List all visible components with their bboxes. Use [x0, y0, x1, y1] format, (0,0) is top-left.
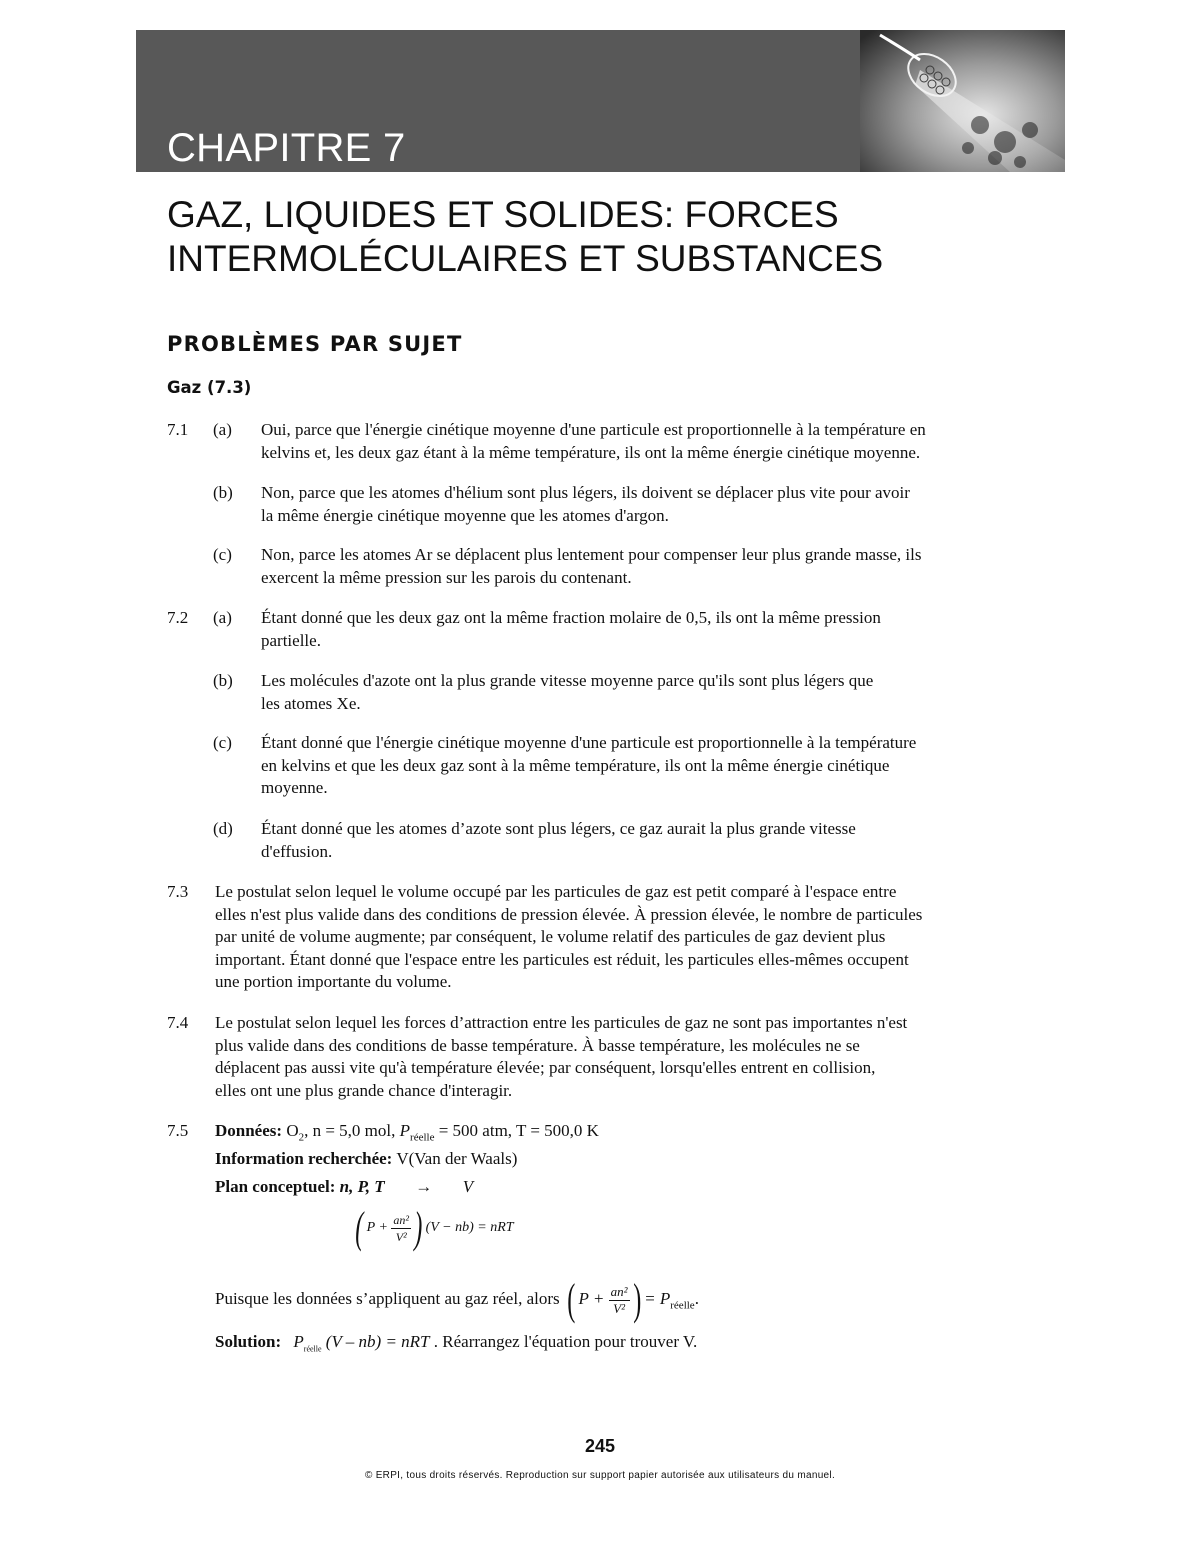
problem-number: 7.5 — [167, 1121, 189, 1140]
answer-text — [215, 881, 1045, 994]
text-line: les atomes Xe. — [261, 693, 361, 713]
nanotube-image — [860, 30, 1065, 172]
fraction-numerator: an² — [610, 1283, 628, 1299]
answer-text — [261, 732, 1046, 800]
info-line — [215, 1148, 1045, 1171]
text-line: Les molécules d'azote ont la plus grande vitesse moyenne parce qu'ils sont plus légers que — [261, 671, 874, 690]
period: . — [694, 1288, 699, 1308]
text-line: Non, parce les atomes Ar se déplacent plus lentement pour compenser leur plus grande masse, ils — [261, 545, 922, 564]
eq-p: P + — [578, 1288, 605, 1308]
text-line: d'effusion. — [261, 841, 333, 861]
part-label: (c) — [213, 545, 232, 564]
text-line: Étant donné que les deux gaz ont la même fraction molaire de 0,5, ils ont la même pression — [261, 608, 881, 627]
text-line: Oui, parce que l'énergie cinétique moyenne d'une particule est proportionnelle à la température en — [261, 420, 926, 439]
copyright-notice: © ERPI, tous droits réservés. Reproduction sur support papier autorisée aux utilisateurs du manuel. — [364, 1470, 836, 1481]
text-line: Étant donné que les atomes d’azote sont plus légers, ce gaz aurait la plus grande vitesse — [261, 819, 856, 838]
info-label: Information recherchée: — [215, 1149, 393, 1168]
text-line: moyenne. — [261, 778, 328, 797]
part-label: (d) — [213, 819, 233, 838]
p-symbol: P — [399, 1121, 411, 1140]
text-line: déplacent pas aussi vite qu'à température élevée; par conséquent, lorsqu'elles entrent en collision, — [215, 1058, 876, 1077]
text-line: la même énergie cinétique moyenne que les atomes d'argon. — [261, 505, 669, 525]
n-value: , n = 5,0 mol, — [304, 1121, 400, 1140]
puisque-text: Puisque les données s’appliquent au gaz réel, alors — [215, 1288, 560, 1308]
text-line: Le postulat selon lequel le volume occupé par les particules de gaz est petit comparé à l'espace entre — [215, 882, 897, 901]
eq-fraction — [609, 1284, 630, 1317]
text-line: exercent la même pression sur les parois du contenant. — [261, 567, 632, 587]
answer-text — [261, 607, 1046, 652]
answer-text — [261, 482, 1046, 527]
text-line: en kelvins et que les deux gaz sont à la même température, ils ont la même énergie cinétique — [261, 755, 890, 775]
text-line: Le postulat selon lequel les forces d’attraction entre les particules de gaz ne sont pas importantes n'est — [215, 1013, 908, 1032]
part-label: (a) — [213, 420, 232, 439]
eq-fraction — [391, 1212, 411, 1245]
problem-number: 7.4 — [167, 1013, 189, 1032]
text-line: Étant donné que l'énergie cinétique moyenne d'une particule est proportionnelle à la température — [261, 733, 917, 752]
eq-rest: (V − nb) = nRT — [425, 1220, 514, 1236]
answer-text — [261, 419, 1046, 464]
page-number: 245 — [584, 1436, 616, 1456]
solution-text: . Réarrangez l'équation pour trouver V. — [429, 1332, 698, 1351]
fraction-numerator: an² — [393, 1212, 410, 1227]
answer-text — [261, 544, 1046, 589]
fraction-denominator: V² — [395, 1229, 407, 1244]
part-label: (a) — [213, 608, 232, 627]
text-line: Non, parce que les atomes d'hélium sont plus légers, ils doivent se déplacer plus vite pour avoir — [261, 483, 910, 502]
chapter-title-line: INTERMOLÉCULAIRES ET SUBSTANCES — [167, 238, 884, 279]
answer-text — [261, 818, 1046, 863]
answer-text — [261, 670, 1046, 715]
text-line: plus valide dans des conditions de basse température. À basse température, les molécules ne se — [215, 1035, 860, 1055]
text-line: une portion importante du volume. — [215, 972, 452, 991]
chapter-title-line: GAZ, LIQUIDES ET SOLIDES: FORCES — [167, 194, 839, 235]
text-line: elles ont une plus grande chance d'interagir. — [215, 1080, 513, 1100]
part-label: (c) — [213, 733, 232, 752]
chapter-title — [167, 193, 1067, 281]
donnees-line — [215, 1120, 1045, 1149]
text-line: par unité de volume augmente; par conséquent, le volume relatif des particules de gaz devient plus — [215, 927, 886, 946]
donnees-label: Données: — [215, 1121, 283, 1140]
puisque-line: Puisque les données s’appliquent au gaz réel, alors ( P + $\frac{\text{an²}}{\text{V²}}$ ) = $P_{réelle}$. — [215, 1275, 699, 1324]
part-label: (b) — [213, 483, 233, 502]
solution-p: P — [293, 1332, 304, 1351]
info-value: V(Van der Waals) — [396, 1149, 518, 1168]
text-line: partielle. — [261, 630, 321, 650]
problem-number: 7.3 — [167, 882, 189, 901]
text-line: kelvins et, les deux gaz étant à la même température, ils ont la même énergie cinétique moyenne. — [261, 442, 921, 462]
arrow-icon: → — [415, 1177, 433, 1196]
problem-number: 7.1 — [167, 420, 189, 439]
givens-rest: = 500 atm, T = 500,0 K — [434, 1121, 599, 1140]
eq-p: P + — [366, 1220, 388, 1236]
part-label: (b) — [213, 671, 233, 690]
chapter-banner — [136, 30, 1065, 172]
p-subscript: réelle — [410, 1131, 435, 1144]
plan-line — [215, 1176, 1045, 1199]
text-line: important. Étant donné que l'espace entre les particules est réduit, les particules elles-mêmes occupent — [215, 949, 909, 969]
eq-equals: = P — [644, 1288, 671, 1308]
solution-equation: (V – nb) = nRT — [321, 1332, 430, 1351]
p-subscript: réelle — [670, 1299, 695, 1312]
plan-result: V — [462, 1177, 474, 1196]
solution-subscript: réelle — [303, 1344, 322, 1354]
section-title: PROBLÈMES PAR SUJET — [167, 332, 463, 356]
answer-text — [215, 1012, 1045, 1102]
solution-label: Solution: — [215, 1332, 282, 1351]
section-subtitle: Gaz (7.3) — [167, 378, 252, 397]
o2-subscript: 2 — [298, 1131, 305, 1144]
solution-line — [215, 1331, 697, 1361]
plan-label: Plan conceptuel: — [215, 1177, 336, 1196]
problem-number: 7.2 — [167, 608, 189, 627]
plan-vars: n, P, T — [339, 1177, 385, 1196]
fraction-denominator: V² — [613, 1300, 625, 1316]
chapter-label: CHAPITRE 7 — [167, 126, 406, 170]
van-der-waals-equation: ( P + $\frac{\text{an²}}{\text{V²}}$ ) (V − nb) = nRT — [355, 1203, 514, 1252]
o2-symbol: O — [286, 1121, 299, 1140]
text-line: elles n'est plus valide dans des conditions de pression élevée. À pression élevée, le nombre de particules — [215, 904, 923, 924]
